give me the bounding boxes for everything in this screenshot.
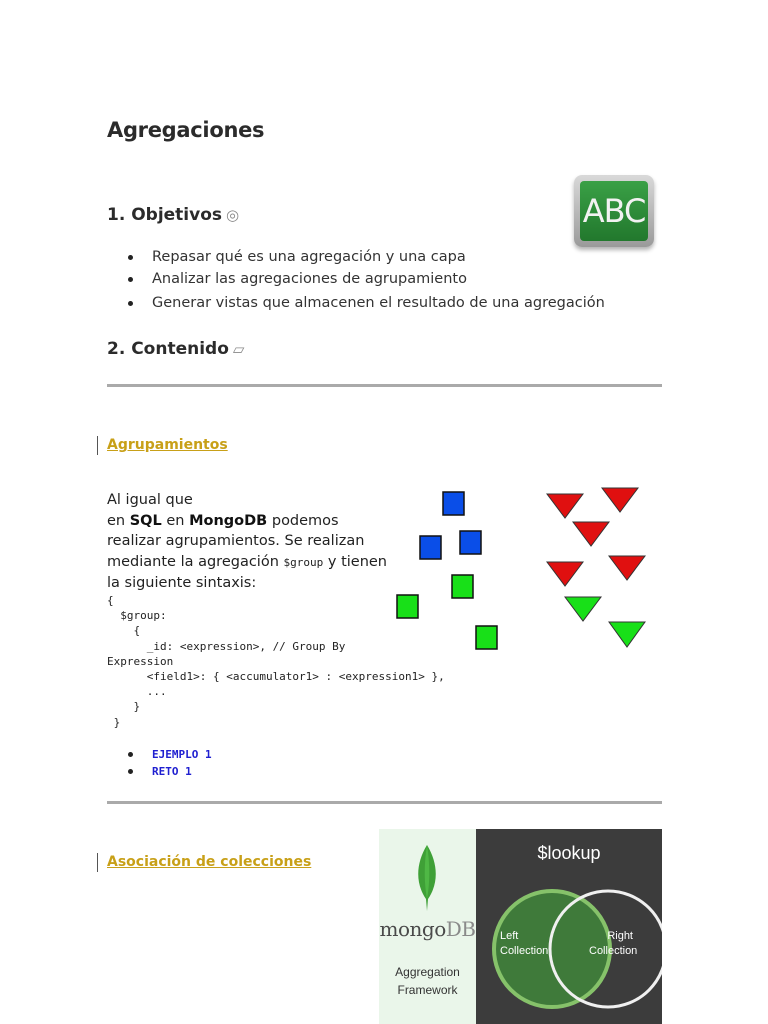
red-triangle-shape	[547, 562, 583, 586]
left-collection-label	[500, 929, 548, 959]
intro-text: en	[107, 512, 130, 529]
green-square-shape	[452, 575, 473, 598]
framework-label-line: Framework	[397, 983, 458, 997]
target-icon: ◎	[226, 206, 240, 224]
intro-text: y tienen la siguiente sintaxis:	[107, 553, 388, 591]
lookup-image	[379, 829, 662, 1024]
list-item: Analizar las agregaciones de agrupamiento	[126, 268, 605, 290]
lookup-title: $lookup	[537, 843, 601, 863]
green-square-shape	[397, 595, 418, 618]
intro-text: en	[161, 512, 190, 529]
mongodb-panel	[379, 829, 476, 1024]
content-heading-text: 2. Contenido	[107, 339, 229, 359]
intro-text: podemos realizar agrupamientos. Se realizan mediante la agregación	[107, 512, 365, 570]
group-operator: $group	[283, 555, 324, 569]
venn-label-line: Collection	[589, 945, 638, 957]
blue-square-shape	[460, 531, 481, 554]
intro-text: Al igual que	[107, 492, 193, 508]
framework-label-line: Aggregation	[395, 965, 460, 979]
green-triangle-shape	[609, 622, 645, 647]
challenge-link[interactable]: RETO 1	[126, 763, 212, 780]
page-title: Agregaciones	[107, 118, 265, 142]
group-syntax-code: { $group: { _id: <expression>, // Group By Expression <field1>: { <accumulator1> : <expression1> }, ... } }	[107, 594, 445, 729]
abc-badge-text: ABC	[580, 181, 648, 241]
objectives-heading	[107, 205, 239, 225]
red-triangle-shape	[573, 522, 609, 546]
green-triangle-shape	[565, 597, 601, 621]
brand-main: mongo	[379, 917, 446, 941]
objectives-heading-text: 1. Objetivos	[107, 205, 223, 225]
green-square-shape	[476, 626, 497, 649]
agrupamientos-intro	[107, 490, 387, 594]
list-item: Repasar qué es una agregación y una capa	[126, 246, 605, 268]
right-collection-label	[589, 929, 638, 959]
example-link[interactable]: EJEMPLO 1	[126, 746, 212, 763]
sql-term: SQL	[129, 512, 162, 529]
brand-db: DB	[445, 917, 476, 941]
mongodb-leaf-icon	[412, 843, 442, 913]
blue-square-shape	[443, 492, 464, 515]
divider	[107, 384, 662, 387]
list-item: Generar vistas que almacenen el resultado de una agregación	[126, 292, 605, 314]
asociacion-link[interactable]: Asociación de colecciones	[107, 854, 312, 870]
venn-label-line: Collection	[500, 945, 549, 957]
red-triangle-shape	[547, 494, 583, 518]
framework-label	[379, 963, 476, 999]
blue-square-shape	[420, 536, 441, 559]
red-triangle-shape	[602, 488, 638, 512]
divider	[107, 801, 662, 804]
objectives-list	[126, 246, 605, 314]
book-icon: ▱	[232, 340, 245, 358]
red-triangle-shape	[609, 556, 645, 580]
venn-label-line: Right	[607, 930, 633, 942]
section-marker	[97, 853, 98, 872]
venn-label-line: Left	[500, 930, 519, 942]
agrupamientos-link[interactable]: Agrupamientos	[107, 437, 228, 453]
mongodb-term: MongoDB	[189, 512, 268, 529]
abc-badge	[574, 175, 654, 247]
mongodb-logo-text	[379, 917, 476, 941]
grouping-illustration	[380, 480, 670, 660]
examples-list	[126, 746, 212, 780]
content-heading	[107, 339, 244, 359]
section-marker	[97, 436, 98, 455]
